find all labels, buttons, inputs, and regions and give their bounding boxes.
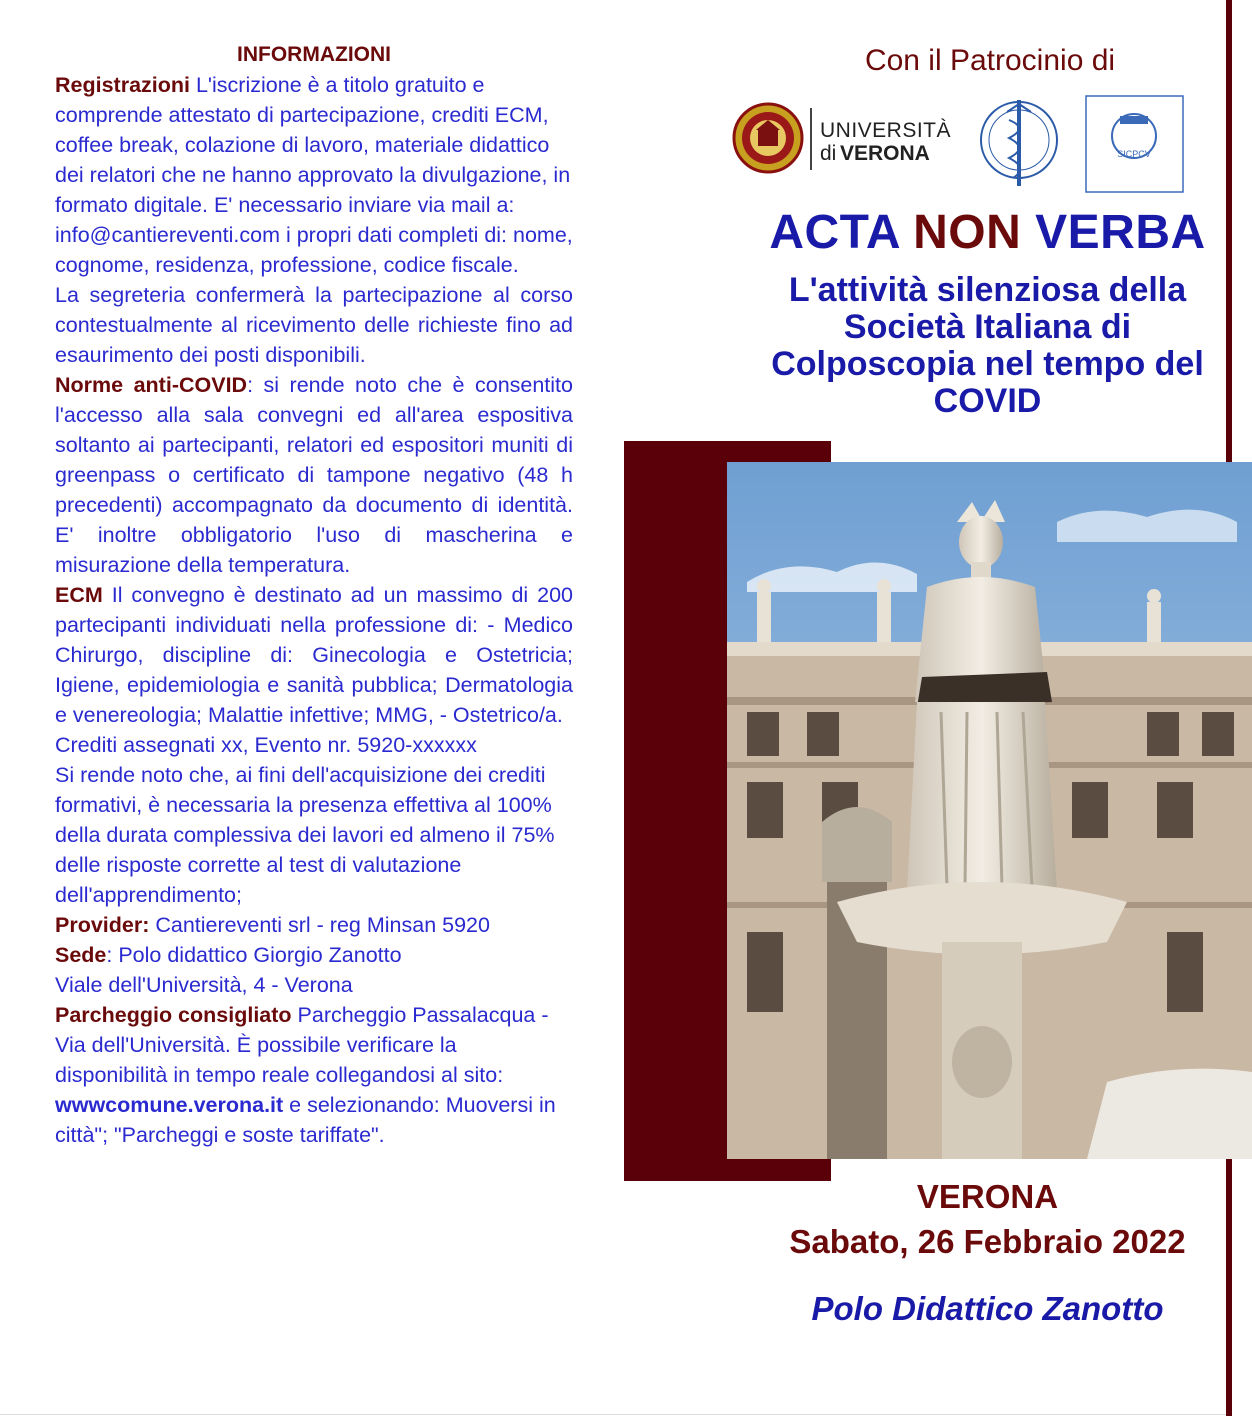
sede-text: : Polo didattico Giorgio Zanotto <box>106 943 402 967</box>
comune-verona-link[interactable]: wwwcomune.verona.it <box>55 1093 284 1117</box>
title-verba: VERBA <box>1021 206 1206 259</box>
sponsor-logos <box>732 90 1192 195</box>
provider-label: Provider: <box>55 913 150 937</box>
patrocinio-heading: Con il Patrocinio di <box>864 44 1116 77</box>
university-seal-logo <box>734 104 802 172</box>
registrazioni-paragraph <box>55 70 573 280</box>
registrazioni-text: L'iscrizione è a titolo gratuito e comprende attestato di partecipazione, crediti ECM, coffee break, colazione di lavoro, materiale didattico dei relatori che ne hanno approvato la divulgazione, in formato digitale. E' necessario inviare via mail a: info@cantiereventi.com i propri dati completi di: nome, cognome, residenza, professione, codice fiscale. <box>55 73 573 277</box>
sede-paragraph <box>55 940 573 970</box>
sede-address: Viale dell'Università, 4 - Verona <box>55 973 353 997</box>
ecm-text: Il convegno è destinato ad un massimo di 200 partecipanti individuati nella professione di: - Medico Chirurgo, discipline di: Ginecologia e Ostetricia; Igiene, epidemiologia e sanità pubblica; Dermatologia e venereologia; Malattie infettive; MMG, - Ostetrico/a. <box>55 583 573 727</box>
norme-text: : si rende noto che è consentito l'accesso alla sala convegni ed all'area espositiva soltanto ai partecipanti, relatori ed espositori muniti di greenpass o certificato di tampone negativo (48 h precedenti) accompagnato da documento di identità. E' inoltre obbligatorio l'uso di mascherina e misurazione della temperatura. <box>55 373 573 577</box>
verona-fountain-photo <box>727 462 1252 1159</box>
provider-paragraph <box>55 910 573 940</box>
main-title <box>740 205 1235 260</box>
norme-label: Norme anti-COVID <box>55 373 248 397</box>
university-name-prefix: di <box>820 142 837 165</box>
bottom-divider <box>0 1414 1226 1415</box>
title-acta: ACTA <box>769 206 914 259</box>
sicpcv-logo <box>1086 96 1183 192</box>
university-name-line1: UNIVERSITÀ <box>820 119 952 142</box>
registrazioni-label: Registrazioni <box>55 73 190 97</box>
university-name-line2: VERONA <box>840 142 930 165</box>
acquisizione-paragraph: Si rende noto che, ai fini dell'acquisizione dei crediti formativi, è necessaria la presenza effettiva al 100% della durata complessiva dei lavori ed almeno il 75% delle risposte corrette al test di valutazione dell'apprendimento; <box>55 763 555 907</box>
parcheggio-text: Parcheggio Passalacqua - Via dell'Università. È possibile verificare la disponibilità in tempo reale collegandosi al sito: <box>55 1003 549 1087</box>
event-date: Sabato, 26 Febbraio 2022 <box>789 1223 1186 1260</box>
crediti-paragraph: Crediti assegnati xx, Evento nr. 5920-xxxxxx <box>55 733 477 757</box>
caduceus-seal-logo <box>981 100 1057 186</box>
title-non: NON <box>913 206 1022 259</box>
parcheggio-label: Parcheggio consigliato <box>55 1003 292 1027</box>
info-heading: INFORMAZIONI <box>237 43 391 66</box>
event-venue: Polo Didattico Zanotto <box>811 1290 1164 1327</box>
provider-text: Cantiereventi srl - reg Minsan 5920 <box>149 913 490 937</box>
norme-paragraph <box>55 370 573 580</box>
logo-separator <box>810 108 812 170</box>
parcheggio-paragraph <box>55 1000 573 1150</box>
ecm-paragraph <box>55 580 573 730</box>
sicpcv-label: SICPCV <box>1117 149 1151 159</box>
subtitle: L'attività silenziosa della Società Italiana di Colposcopia nel tempo del COVID <box>771 271 1204 420</box>
ecm-label: ECM <box>55 583 103 607</box>
segreteria-paragraph: La segreteria confermerà la partecipazione al corso contestualmente al ricevimento delle richieste fino ad esaurimento dei posti disponibili. <box>55 283 573 367</box>
event-city: VERONA <box>916 1178 1059 1215</box>
info-column <box>55 40 573 1150</box>
parcheggio-text-end: e selezionando: Muoversi in città"; "Parcheggi e soste tariffate". <box>55 1093 556 1147</box>
sede-label: Sede <box>55 943 107 967</box>
